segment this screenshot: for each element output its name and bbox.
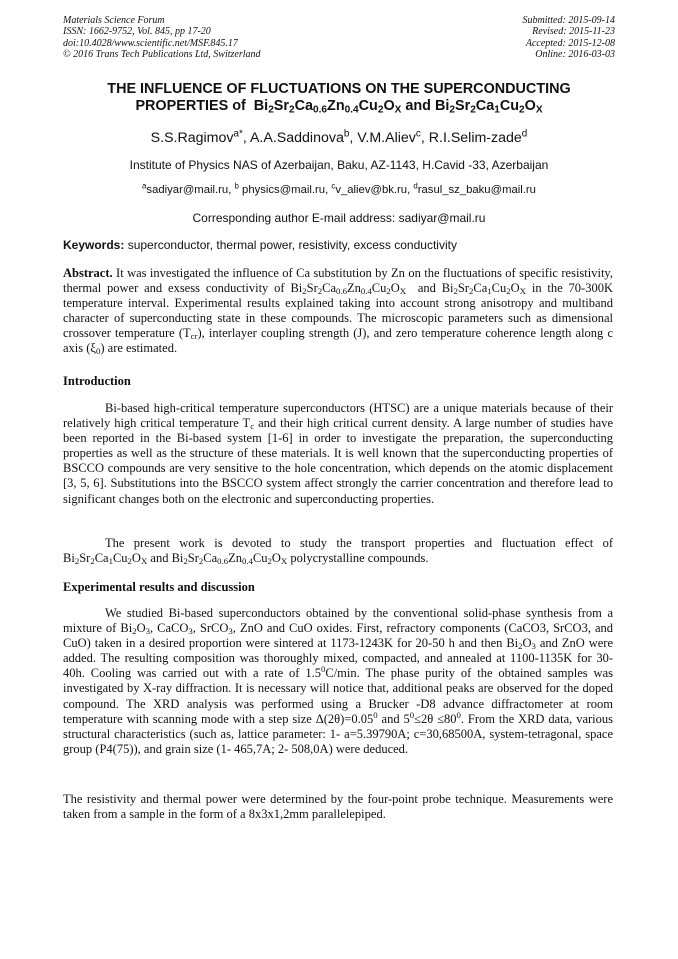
keywords-label: Keywords: [63,238,125,252]
section-heading: Introduction [63,374,131,388]
paragraph-text: The present work is devoted to study the transport properties and fluctuation effect of [105,536,613,550]
degree-mark: 0 [321,664,326,675]
author-mark: a* [233,128,243,140]
paragraph-text: C/min. The phase purity of the obtained samples was investigated by X-ray diffraction. It is necessary will notice that, additional peaks are observed for the doped compound. The XRD analysis was performed using a Brucker -D8 advance diffractometer at room temperature with scanning mode with a step size Δ(2θ)=0.05 [63,666,613,726]
journal-doi: doi:10.4028/www.scientific.net/MSF.845.17 [63,37,238,49]
paragraph-text: polycrystalline compounds. [290,551,429,566]
journal-issn: ISSN: 1662-9752, Vol. 845, pp 17-20 [63,26,211,38]
paper-title [40,81,638,115]
publication-dates [523,15,616,60]
author-name: R.I.Selim-zade [428,130,522,146]
tc-subscript: c [250,421,255,432]
paragraph-text: ≤2θ ≤80 [414,711,457,726]
tcr-subscript: cr [190,331,198,342]
oxide-formula: $Bi_2O_3$ [120,621,150,637]
email-mark: b [234,181,239,191]
paragraph: The resistivity and thermal power were determined by the four-point probe technique. Measurements were taken from a sample in the form of a 8x3x1,2mm parallelepiped. [63,792,613,822]
paragraph [63,401,613,507]
abstract: Abstract. It was investigated the influence of Ca substitution by Zn on the fluctuations of specific resistivity, thermal power and exsess conductivity of $Bi_2Sr_2Ca_{0.6}Zn_{0.4}Cu_2O_X$ and $Bi_2Sr_2Ca_1Cu_2O_X$ in the 70-300K temperature interval. Experimental results explained taking into account strong anisotropy and multiband character of superconducting state in these compounds. The microscopic parameters such as dimensional crossover temperature $(T_{cr})$, interlayer coupling strength (J), and zero temperature coherence length along c axis $(\xi_0)$ are estimated. [63,266,613,357]
paragraph-text: We studied Bi-based superconductors obtained by the conventional solid-phase synthesis from a mixture of [63,606,613,636]
paragraph-text: and their high critical current density. A large number of studies have been reported in the Bi-based system [1-6] in order to investigate the preparation, the superconducting properties as well as the structure of these materials. It is well known that the superconducting properties of BSCCO compounds are very sensitive to the hole concentration, which depends on the atomic displacement [3, 5, 6]. Substitutions into the BSCCO system affect strongly the carrier concentration and therefore lead to significant changes both on the electronic and superconducting properties. [63,416,614,506]
email-link[interactable]: sadiyar@mail.ru [146,184,229,196]
degree-mark: 0 [456,709,461,720]
title-prefix: PROPERTIES of [135,98,246,114]
date-submitted: Submitted: 2015-09-14 [522,15,615,26]
email-mark: d [413,181,418,191]
corresponding-author: Corresponding author E-mail address: sadiyar@mail.ru [192,211,486,225]
keywords [63,238,623,252]
paragraph: The present work is devoted to study the transport properties and fluctuation effect of $Bi_2Sr_2Ca_1Cu_2O_X$ and $Bi_2Sr_2Ca_{0.6}Zn_{0.4}Cu_2O_X$ polycrystalline compounds. [63,536,613,567]
affiliation: Institute of Physics NAS of Azerbaijan, Baku, AZ-1143, H.Cavid -33, Azerbaijan [129,158,549,172]
title-compound-1: $Bi_2Sr_2Ca_{0.6}Zn_{0.4}Cu_2O_X$ [253,98,402,116]
author-emails: $^a$sadiyar@mail.ru, $^b$ physics@mail.ru, $^c$v_aliev@bk.ru, $^d$rasul_sz_baku@mail.ru [142,181,536,196]
email-mark: a [142,181,147,191]
xi-subscript: 0 [96,346,101,357]
date-revised: Revised: 2015-11-23 [532,26,615,38]
date-accepted: Accepted: 2015-12-08 [525,37,615,49]
author-name: S.S.Ragimov [150,130,234,146]
email-link[interactable]: physics@mail.ru [242,184,326,196]
paragraph-text: . From the XRD data, various structural characteristics (such as, lattice parameter: 1- a=5.39790A; c=30,68500A, system-tetragonal, space group (P4(75)), and grain size (1- 465,7A; 2- 508,0A) were deduced. [63,711,614,756]
author-name: V.M.Aliev [357,130,416,146]
abstract-text: in the 70-300K temperature interval. Experimental results explained taking into account strong anisotropy and multiband character of superconducting state in these compounds. The microscopic parameters such as dimensional crossover temperature (T [63,281,613,341]
author-list: S.S.Ragimov$^{a*}$, A.A.Saddinova$^b$, V.M.Aliev$^c$, R.I.Selim-zade$^d$ [150,128,528,146]
title-line-2 [40,98,638,115]
section-heading: Experimental results and discussion [63,580,255,594]
author-mark: c [415,128,421,140]
abstract-text: It was investigated the influence of Ca substitution by Zn on the fluctuations of specific resistivity, thermal power and exsess conductivity of [63,266,613,296]
email-link[interactable]: rasul_sz_baku@mail.ru [417,184,536,196]
formula-zn-doped: $Bi_2Sr_2Ca_{0.6}Zn_{0.4}Cu_2O_X$ [290,281,407,297]
journal-copyright: © 2016 Trans Tech Publications Ltd, Switzerland [63,48,261,60]
paragraph-text: and ZnO were added. The resulting composition was thoroughly mixed, compacted, and annealed at 1100-1135K for 30-40h. Cooling was carried out with a rate of 1.5 [63,636,614,681]
degree-mark: 0 [409,709,415,720]
oxide-formula: SrCO$_3$ [199,621,233,637]
paragraph-text: Bi-based high-critical temperature superconductors (HTSC) are a unique materials because of their relatively high critical temperature T [63,401,613,431]
title-conjunction: and [405,98,431,114]
journal-info [63,15,261,60]
paragraph-text: ZnO and CuO oxides. First, refractory components (CaCO3, SrCO3, and CuO) taken in a desired proportion were sintered at 1173-1243K for 20-50 h and then [63,621,614,651]
author-mark: d [521,128,528,140]
title-line-1: THE INFLUENCE OF FLUCTUATIONS ON THE SUPERCONDUCTING [107,81,571,97]
oxide-formula: $Bi_2O_3$ [506,636,536,652]
abstract-text: ), interlayer coupling strength (J), and zero temperature coherence length along c axis (ξ [63,326,613,356]
abstract-label: Abstract. [63,266,113,280]
formula-undoped: $Bi_2Sr_2Ca_1Cu_2O_X$ [441,281,526,297]
date-online: Online: 2016-03-03 [535,48,615,60]
author-mark: b [343,128,350,140]
oxide-formula: CaCO$_3$ [157,621,193,637]
email-link[interactable]: v_aliev@bk.ru [335,184,408,196]
degree-mark: 0 [373,709,378,720]
keywords-text: superconductor, thermal power, resistivity, excess conductivity [127,238,457,252]
title-compound-2: $Bi_2Sr_2Ca_1Cu_2O_X$ [434,98,543,116]
email-mark: c [331,181,336,191]
paragraph-text: and 5 [381,711,410,726]
author-name: A.A.Saddinova [249,130,344,146]
journal-name: Materials Science Forum [63,15,165,26]
paragraph: We studied Bi-based superconductors obtained by the conventional solid-phase synthesis from a mixture of $Bi_2O_3$, CaCO$_3$, SrCO$_3$, ZnO and CuO oxides. First, refractory components (CaCO3, SrCO3, and CuO) taken in a desired proportion were sintered at 1173-1243K for 20-50 h and then $Bi_2O_3$ and ZnO were added. The resulting composition was thoroughly mixed, compacted, and annealed at 1100-1135K for 30-40h. Cooling was carried out with a rate of $1.5^0C/\min$. The phase purity of the obtained samples was investigated by X-ray diffraction. It is necessary will notice that, additional peaks are observed for the doped compound. The XRD analysis was performed using a Brucker -D8 advance diffractometer at room temperature with scanning mode with a step size $\Delta(2\theta)=0.05^0$ and $5^0\le 2\theta \le 80^0$. From the XRD data, various structural characteristics (such as, lattice parameter: 1- a=5.39790A; c=30,68500A, system-tetragonal, space group (P4(75)), and grain size (1- 465,7A; 2- 508,0A) were deduced. [63,606,614,756]
abstract-text: ) are estimated. [100,341,178,356]
